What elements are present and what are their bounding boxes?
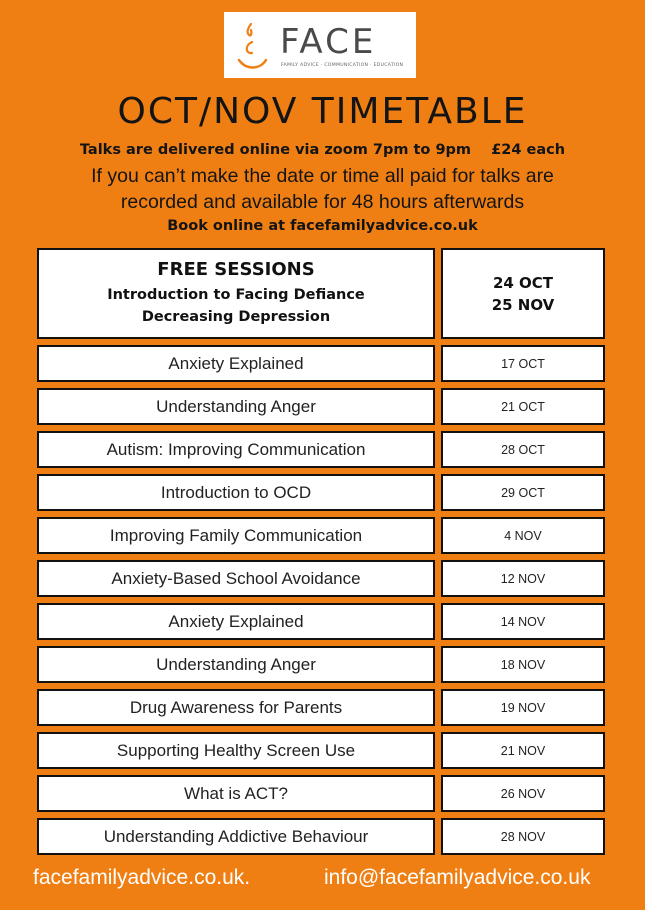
session-date: 21 OCT — [441, 388, 605, 425]
recording-info-line-2: recorded and available for 48 hours afterwards — [120, 191, 525, 213]
session-topic: Improving Family Communication — [37, 517, 435, 554]
session-date: 21 NOV — [441, 732, 605, 769]
session-topic: What is ACT? — [37, 775, 435, 812]
footer-website[interactable]: facefamilyadvice.co.uk. — [33, 866, 251, 889]
session-topic: Anxiety-Based School Avoidance — [37, 560, 435, 597]
session-topic: Understanding Anger — [37, 388, 435, 425]
session-date: 12 NOV — [441, 560, 605, 597]
session-topic: Anxiety Explained — [37, 345, 435, 382]
free-session-talk: Introduction to Facing Defiance — [107, 287, 365, 303]
logo-tagline: FAMILY ADVICE · COMMUNICATION · EDUCATION — [281, 63, 404, 68]
session-topic: Supporting Healthy Screen Use — [37, 732, 435, 769]
free-sessions-cell — [37, 248, 435, 339]
page-title: OCT/NOV TIMETABLE — [117, 91, 528, 132]
recording-info-line-1: If you can’t make the date or time all paid for talks are — [91, 165, 554, 187]
session-topic: Understanding Anger — [37, 646, 435, 683]
recording-info — [60, 163, 585, 215]
session-topic: Autism: Improving Communication — [37, 431, 435, 468]
logo-wordmark: FACE — [280, 22, 377, 62]
face-logo-icon — [234, 20, 270, 72]
session-date: 4 NOV — [441, 517, 605, 554]
session-date: 29 OCT — [441, 474, 605, 511]
session-date: 28 NOV — [441, 818, 605, 855]
session-date: 18 NOV — [441, 646, 605, 683]
session-date: 14 NOV — [441, 603, 605, 640]
session-topic: Drug Awareness for Parents — [37, 689, 435, 726]
footer-email[interactable]: info@facefamilyadvice.co.uk — [324, 866, 591, 889]
session-date: 28 OCT — [441, 431, 605, 468]
session-topic: Introduction to OCD — [37, 474, 435, 511]
free-sessions-dates-cell — [441, 248, 605, 339]
delivery-info: Talks are delivered online via zoom 7pm to 9pm £24 each — [79, 142, 566, 158]
session-date: 26 NOV — [441, 775, 605, 812]
free-session-date: 25 NOV — [491, 295, 555, 314]
booking-info: Book online at facefamilyadvice.co.uk — [167, 218, 478, 234]
free-session-talk: Decreasing Depression — [141, 309, 331, 325]
free-sessions-heading: FREE SESSIONS — [157, 259, 315, 280]
free-session-date: 24 OCT — [492, 273, 554, 292]
session-topic: Anxiety Explained — [37, 603, 435, 640]
session-topic: Understanding Addictive Behaviour — [37, 818, 435, 855]
session-date: 19 NOV — [441, 689, 605, 726]
face-logo — [224, 12, 416, 78]
session-date: 17 OCT — [441, 345, 605, 382]
